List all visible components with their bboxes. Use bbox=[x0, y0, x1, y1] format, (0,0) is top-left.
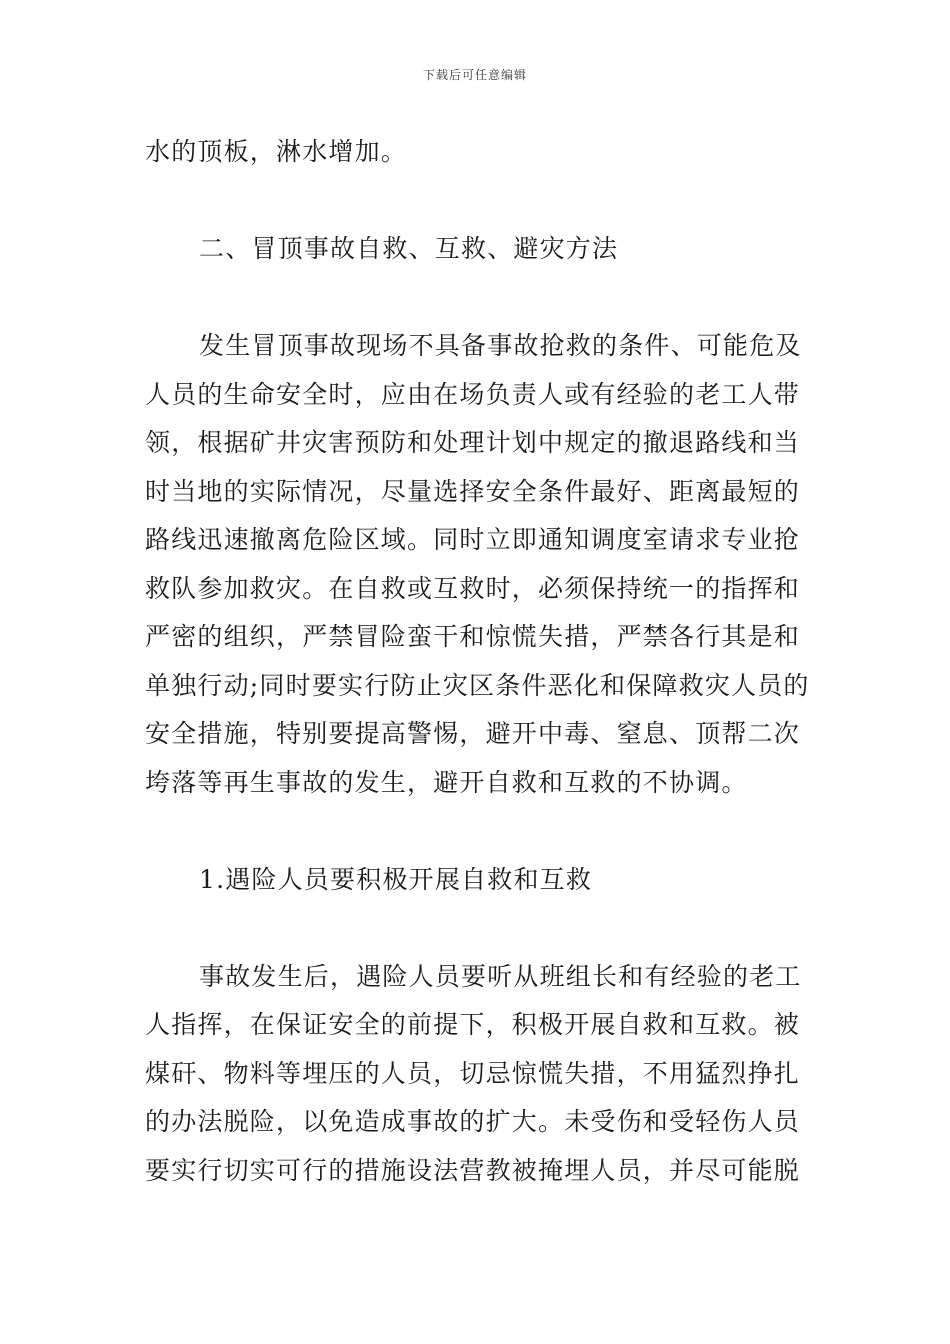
blank-line bbox=[145, 177, 809, 226]
paragraph-line: 严密的组织，严禁冒险蛮干和惊慌失措，严禁各行其是和 bbox=[145, 622, 801, 651]
paragraph-1 bbox=[145, 322, 809, 807]
paragraph-line: 垮落等再生事故的发生，避开自救和互救的不协调。 bbox=[145, 767, 748, 797]
paragraph-line: 事故发生后，遇险人员要听从班组长和有经验的老工 bbox=[199, 961, 802, 991]
paragraph-line: 单独行动;同时要实行防止灾区条件恶化和保障救灾人员的 bbox=[145, 670, 810, 700]
paragraph-2 bbox=[145, 953, 809, 1196]
paragraph-line: 安全措施，特别要提高警惕，避开中毒、窒息、顶帮二次 bbox=[145, 719, 801, 748]
section-heading: 二、冒顶事故自救、互救、避灾方法 bbox=[199, 234, 619, 263]
paragraph-line: 人指挥，在保证安全的前提下，积极开展自救和互救。被 bbox=[145, 1010, 801, 1039]
paragraph-line: 要实行切实可行的措施设法营教被掩埋人员，并尽可能脱 bbox=[145, 1155, 801, 1185]
subsection-heading: 1.遇险人员要积极开展自救和互救 bbox=[199, 864, 593, 894]
paragraph-line: 领，根据矿井灾害预防和处理计划中规定的撤退路线和当 bbox=[145, 428, 801, 457]
paragraph-line: 路线迅速撤离危险区域。同时立即通知调度室请求专业抢 bbox=[145, 525, 801, 554]
paragraph-line: 水的顶板，淋水增加。 bbox=[145, 137, 408, 166]
paragraph-line: 救队参加救灾。在自救或互救时，必须保持统一的指挥和 bbox=[145, 573, 801, 603]
page-header-note: 下载后可任意编辑 bbox=[422, 68, 527, 82]
paragraph-line: 人员的生命安全时，应由在场负责人或有经验的老工人带 bbox=[145, 379, 801, 409]
blank-line bbox=[145, 807, 809, 856]
blank-line bbox=[145, 904, 809, 953]
paragraph-line: 煤矸、物料等埋压的人员，切忌惊慌失措，不用猛烈挣扎 bbox=[145, 1058, 801, 1088]
paragraph-line: 的办法脱险，以免造成事故的扩大。未受伤和受轻伤人员 bbox=[145, 1107, 801, 1136]
document-body bbox=[145, 128, 809, 1195]
paragraph-line: 发生冒顶事故现场不具备事故抢救的条件、可能危及 bbox=[199, 331, 802, 360]
paragraph-line: 时当地的实际情况，尽量选择安全条件最好、距离最短的 bbox=[145, 476, 801, 506]
blank-line bbox=[145, 274, 809, 323]
